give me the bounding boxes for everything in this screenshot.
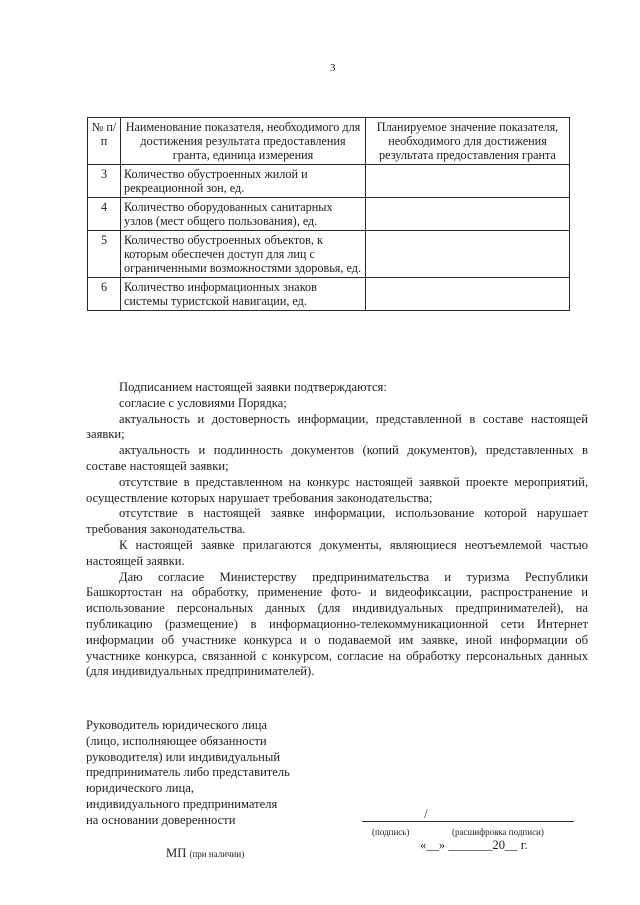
table-row	[88, 165, 570, 198]
stamp-label: МП	[166, 846, 187, 860]
stamp-note: (при наличии)	[189, 849, 245, 859]
header-planned: Планируемое значение показателя, необходимого для достижения результата предоставления гранта	[366, 118, 570, 165]
table-header-row	[88, 118, 570, 165]
table-row	[88, 198, 570, 231]
stamp-placeholder	[166, 846, 244, 861]
row-num: 4	[88, 198, 121, 231]
indicators-table	[87, 117, 570, 311]
row-num: 6	[88, 278, 121, 311]
paragraph: отсутствие в настоящей заявке информации, использование которой нарушает требования законодательства.	[86, 506, 588, 537]
consent-paragraph: Даю согласие Министерству предпринимательства и туризма Республики Башкортостан на обработку, применение фото- и видеофиксации, распространение и использование персональных данных (для индивидуальных предпринимателей), на публикацию (размещение) в информационно-телекоммуникационной сети Интернет информации об участнике конкурса и о подаваемой им заявке, иной информации об участнике конкурса, связанной с конкурсом, согласие на обработку персональных данных (для индивидуальных предпринимателей).	[86, 569, 588, 679]
date-line: «__» _______20__ г.	[420, 838, 528, 852]
row-num: 3	[88, 165, 121, 198]
declaration-text	[86, 380, 588, 680]
row-value	[366, 165, 570, 198]
paragraph: актуальность и подлинность документов (копий документов), представленных в составе настоящей заявки;	[86, 443, 588, 473]
table-row	[88, 278, 570, 311]
row-name: Количество оборудованных санитарных узлов (мест общего пользования), ед.	[121, 198, 366, 231]
paragraph: актуальность и достоверность информации, представленной в составе настоящей заявки;	[86, 411, 588, 442]
table-row	[88, 231, 570, 278]
paragraph: согласие с условиями Порядка;	[119, 395, 287, 410]
signer-line: (лицо, исполняющее обязанности	[86, 733, 267, 748]
signer-line: руководителя) или индивидуальный	[86, 749, 281, 764]
signer-block	[86, 718, 290, 829]
row-name: Количество обустроенных объектов, к которым обеспечен доступ для лиц с ограниченными возможностями здоровья, ед.	[121, 231, 366, 278]
page-number: 3	[330, 62, 336, 74]
signature-separator: /	[424, 806, 428, 821]
header-name: Наименование показателя, необходимого для достижения результата предоставления гранта, единица измерения	[121, 118, 366, 165]
row-num: 5	[88, 231, 121, 278]
header-num: № п/п	[88, 118, 121, 165]
signature-caption: (подпись)	[372, 827, 410, 837]
signer-line: юридического лица,	[86, 781, 194, 796]
row-value	[366, 198, 570, 231]
signer-line: индивидуального предпринимателя	[86, 796, 278, 811]
row-value	[366, 231, 570, 278]
row-name: Количество обустроенных жилой и рекреационной зон, ед.	[121, 165, 366, 198]
signer-line: предприниматель либо представитель	[86, 765, 290, 780]
paragraph: отсутствие в представленном на конкурс настоящей заявкой проекте мероприятий, осуществление которых нарушает требования законодательства;	[86, 474, 588, 505]
signature-decode-caption: (расшифровка подписи)	[452, 827, 544, 837]
paragraph: Подписанием настоящей заявки подтверждаются:	[119, 380, 387, 394]
row-value	[366, 278, 570, 311]
signer-line: Руководитель юридического лица	[86, 718, 268, 732]
signer-line: на основании доверенности	[86, 812, 236, 827]
signature-line	[362, 821, 574, 822]
paragraph: К настоящей заявке прилагаются документы, являющиеся неотъемлемой частью настоящей заявки.	[86, 537, 588, 568]
row-name: Количество информационных знаков системы туристской навигации, ед.	[121, 278, 366, 311]
